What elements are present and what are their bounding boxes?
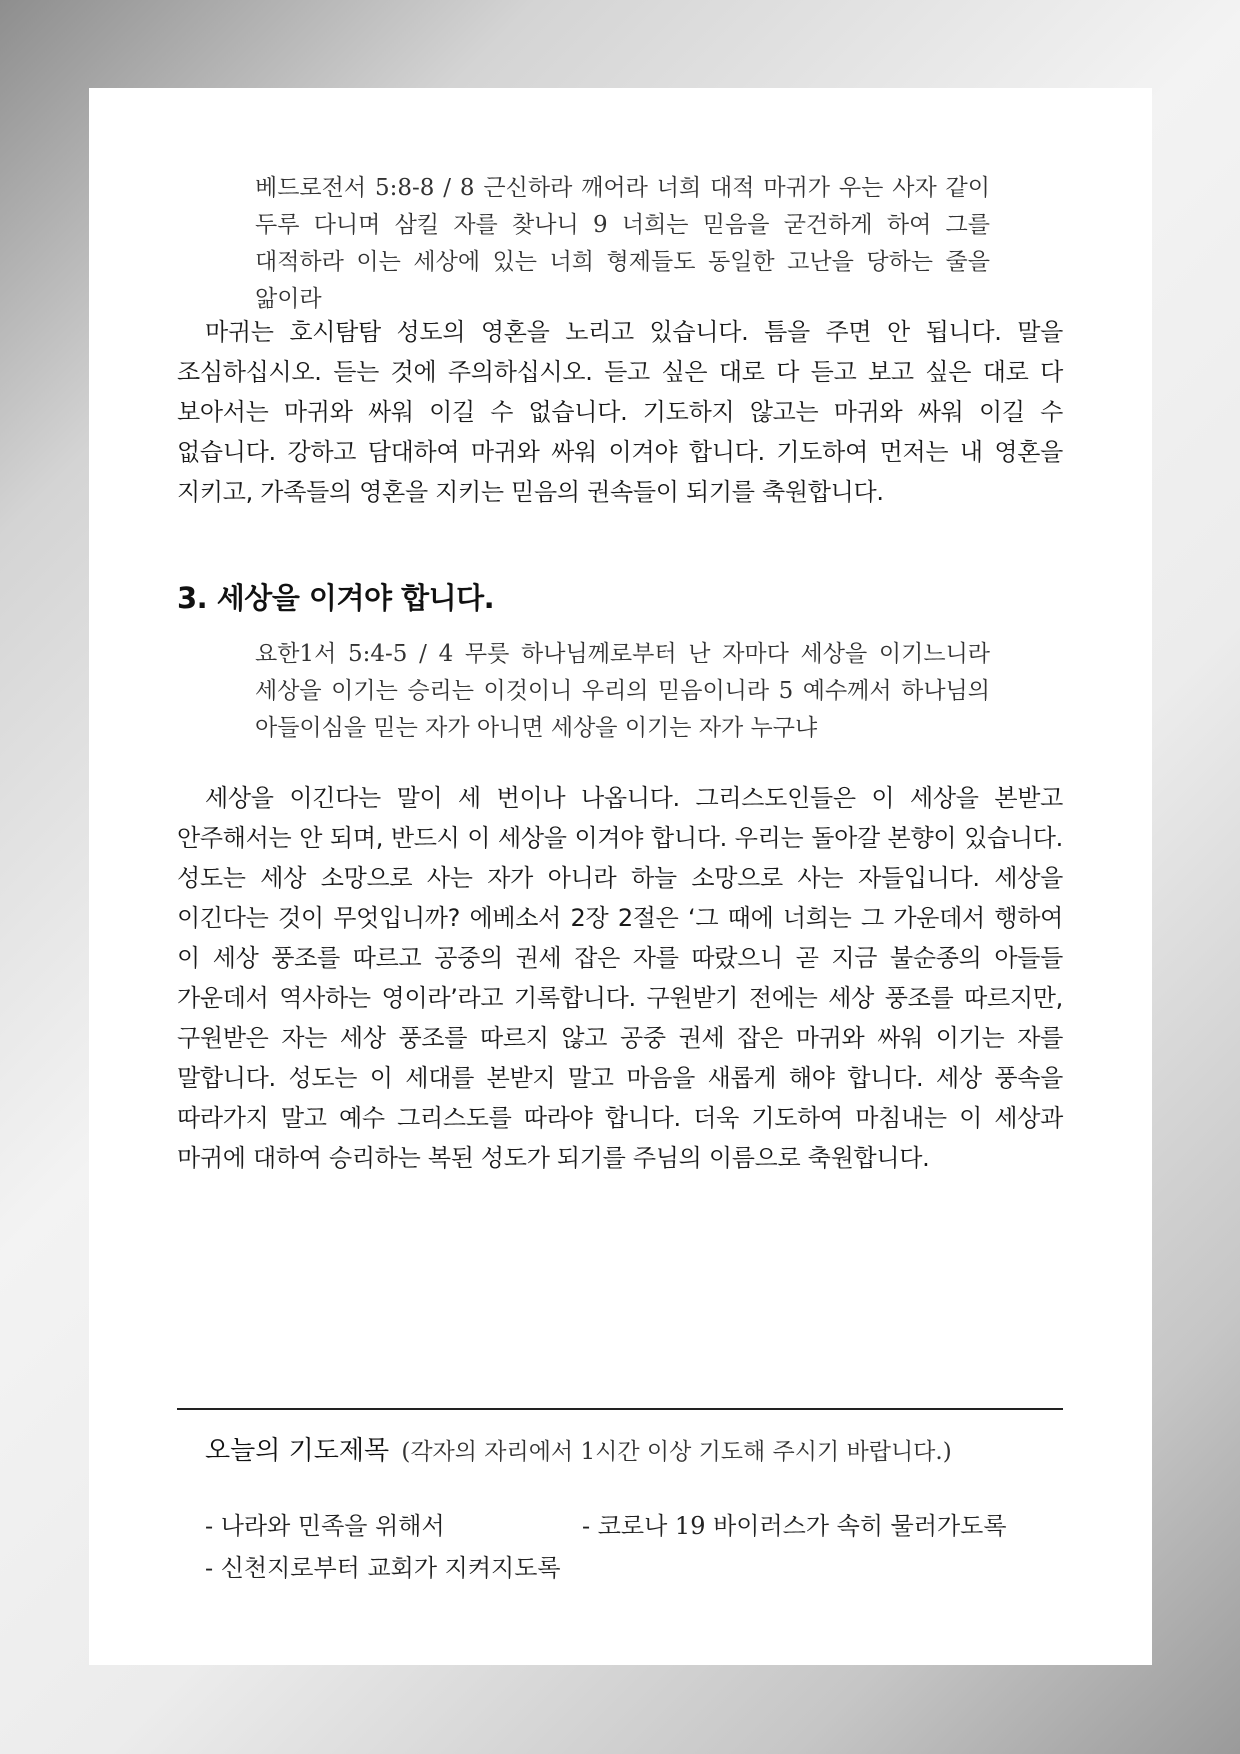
body-paragraph-2: 세상을 이긴다는 말이 세 번이나 나옵니다. 그리스도인들은 이 세상을 본받고 안주해서는 안 되며, 반드시 이 세상을 이겨야 합니다. 우리는 돌아갈 본향이 있습니다. 성도는 세상 소망으로 사는 자가 아니라 하늘 소망으로 사는 자들입니다. 세상을 이긴다는 것이 무엇입니까? 에베소서 2장 2절은 ‘그 때에 너희는 그 가운데서 행하여 이 세상 풍조를 따르고 공중의 권세 잡은 자를 따랐으니 곧 지금 불순종의 아들들 가운데서 역사하는 영이라’라고 기록합니다. 구원받기 전에는 세상 풍조를 따르지만, 구원받은 자는 세상 풍조를 따르지 않고 공중 권세 잡은 마귀와 싸워 이기는 자를 말합니다. 성도는 이 세대를 본받지 말고 마음을 새롭게 해야 합니다. 세상 풍속을 따라가지 말고 예수 그리스도를 따라야 합니다. 더욱 기도하여 마침내는 이 세상과 마귀에 대하여 승리하는 복된 성도가 되기를 주님의 이름으로 축원합니다.: [177, 784, 1063, 1172]
divider-line: [177, 1408, 1063, 1410]
prayer-item: - 나라와 민족을 위해서: [205, 1512, 445, 1540]
section-heading: 3. 세상을 이겨야 합니다.: [177, 581, 495, 615]
body-paragraph-1: 마귀는 호시탐탐 성도의 영혼을 노리고 있습니다. 틈을 주면 안 됩니다. 말을 조심하십시오. 듣는 것에 주의하십시오. 듣고 싶은 대로 다 듣고 보고 싶은 대로 다 보아서는 마귀와 싸워 이길 수 없습니다. 기도하지 않고는 마귀와 싸워 이길 수 없습니다. 강하고 담대하여 마귀와 싸워 이겨야 합니다. 기도하여 먼저는 내 영혼을 지키고, 가족들의 영혼을 지키는 믿음의 권속들이 되기를 축원합니다.: [177, 318, 1063, 506]
scripture-quote-1john: 요한1서 5:4-5 / 4 무릇 하나님께로부터 난 자마다 세상을 이기느니라 세상을 이기는 승리는 이것이니 우리의 믿음이니라 5 예수께서 하나님의 아들이심을 믿는 자가 아니면 세상을 이기는 자가 누구냐: [255, 641, 990, 741]
prayer-item: - 신천지로부터 교회가 지켜지도록: [205, 1554, 561, 1582]
prayer-title: 오늘의 기도제목: [205, 1436, 390, 1466]
scripture-quote-1peter: 베드로전서 5:8-8 / 8 근신하라 깨어라 너희 대적 마귀가 우는 사자 같이 두루 다니며 삼킬 자를 찾나니 9 너희는 믿음을 굳건하게 하여 그를 대적하라 이는 세상에 있는 너희 형제들도 동일한 고난을 당하는 줄을 앎이라: [255, 175, 990, 312]
prayer-note: (각자의 자리에서 1시간 이상 기도해 주시기 바랍니다.): [401, 1439, 952, 1465]
prayer-item: - 코로나 19 바이러스가 속히 물러가도록: [582, 1512, 1007, 1540]
document-page: [89, 88, 1152, 1665]
prayer-heading: [205, 1430, 952, 1467]
